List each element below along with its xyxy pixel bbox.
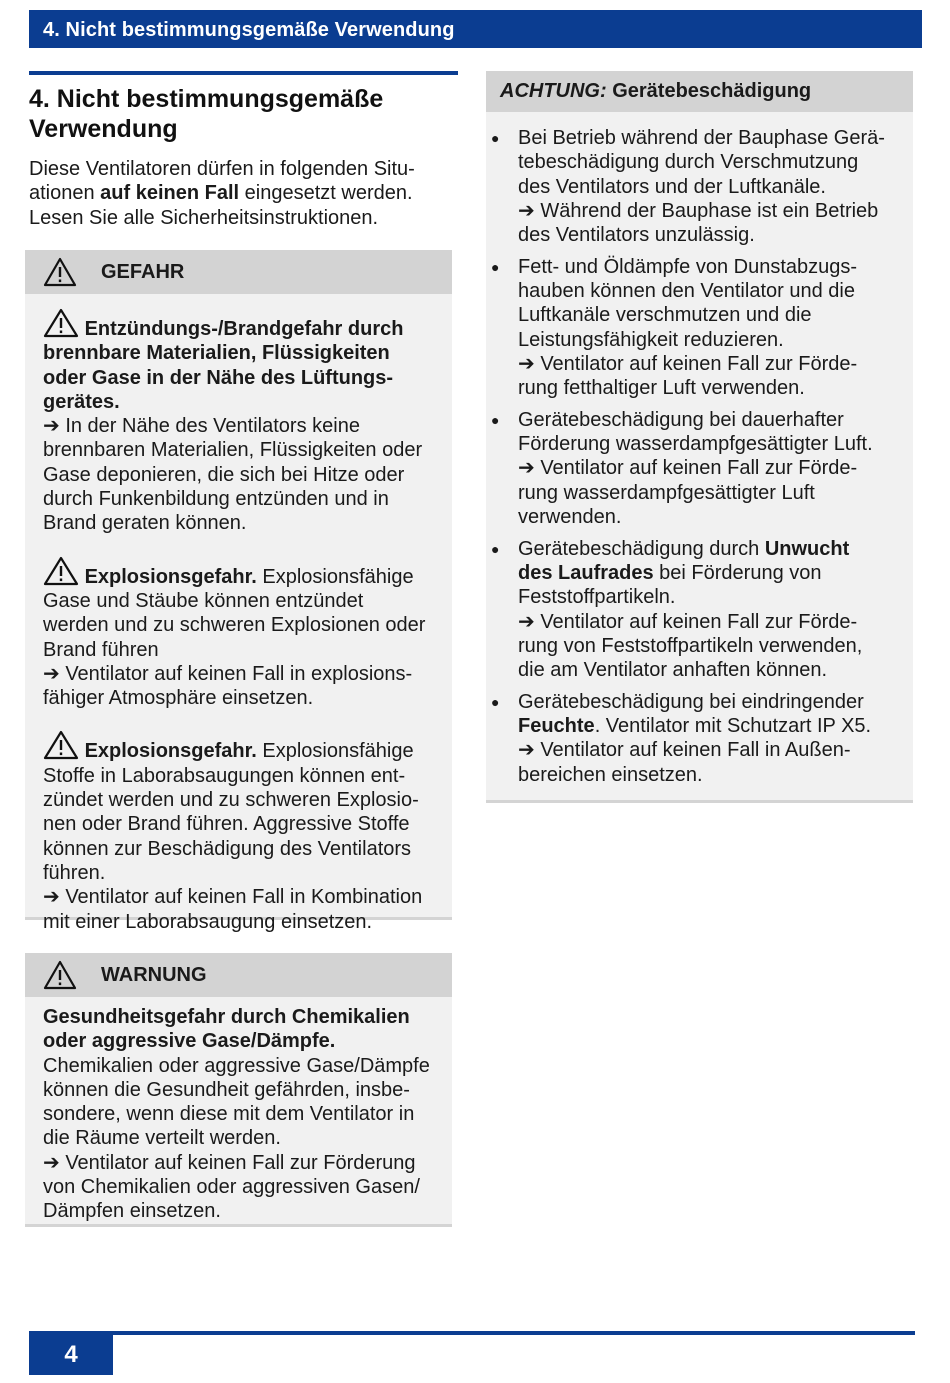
list-item-text: ➔ Ventilator auf keinen Fall zur Förde- bbox=[518, 352, 858, 375]
caution-box-header bbox=[486, 71, 913, 112]
list-item-text: . Ventilator mit Schutzart IP X5. bbox=[594, 715, 872, 738]
list-item-text: verwenden. bbox=[518, 506, 622, 529]
list-item-text: rung wasserdampfgesättigter Luft bbox=[518, 481, 815, 504]
caution-label-prefix: ACHTUNG: bbox=[500, 80, 607, 102]
caution-list bbox=[486, 112, 913, 800]
danger-item-text: Stoffe in Laborabsaugungen können ent- bbox=[43, 764, 406, 787]
warning-title: Gesundheitsgefahr durch Chemikalien bbox=[43, 1006, 410, 1028]
warning-box-body bbox=[25, 997, 452, 1224]
warning-box bbox=[25, 953, 452, 1227]
list-item-text: bereichen einsetzen. bbox=[518, 763, 703, 786]
warning-text: können die Gesundheit gefährden, insbe- bbox=[43, 1078, 410, 1101]
list-item-text: ● Gerätebeschädigung bei dauerhafter bbox=[518, 408, 844, 431]
danger-item-text: werden und zu schweren Explosionen oder bbox=[43, 614, 426, 637]
danger-box-header bbox=[25, 250, 452, 294]
danger-item-text: Explosionsfähige bbox=[256, 565, 414, 588]
warning-triangle-icon bbox=[43, 730, 79, 760]
warning-text: von Chemikalien oder aggressiven Gasen/ bbox=[43, 1176, 420, 1199]
list-item bbox=[518, 537, 905, 683]
intro-line: ationen bbox=[29, 182, 101, 205]
caution-box bbox=[486, 71, 913, 803]
danger-item-title: gerätes. bbox=[43, 390, 120, 413]
danger-item-text: zündet werden und zu schweren Explosio- bbox=[43, 789, 419, 812]
danger-item-text: können zur Beschädigung des Ventilators bbox=[43, 837, 412, 860]
intro-line: Lesen Sie alle Sicherheitsinstruktionen. bbox=[29, 206, 379, 229]
list-item-text: rung fetthaltiger Luft verwenden. bbox=[518, 377, 805, 400]
list-item-text: die am Ventilator anhaften können. bbox=[518, 659, 828, 682]
list-item-text: Gerätebeschädigung durch bbox=[518, 537, 765, 560]
danger-item-title: brennbare Materialien, Flüssigkeiten bbox=[43, 342, 390, 365]
danger-item-text: ➔ Ventilator auf keinen Fall in explosions- bbox=[43, 662, 413, 685]
danger-item-text: Gase und Stäube können entzündet bbox=[43, 589, 364, 612]
danger-item-text: fähiger Atmosphäre einsetzen. bbox=[43, 687, 314, 710]
list-item-text: ➔ Ventilator auf keinen Fall zur Förde- bbox=[518, 457, 858, 480]
danger-box bbox=[25, 250, 452, 933]
danger-item-text: Brand geraten können. bbox=[43, 512, 247, 535]
warning-text: Dämpfen einsetzen. bbox=[43, 1200, 221, 1223]
list-item bbox=[518, 690, 905, 787]
list-item-emphasis: des Laufrades bbox=[518, 561, 654, 584]
danger-item bbox=[43, 308, 452, 536]
list-item-text: ● Gerätebeschädigung bei eindringender bbox=[518, 690, 864, 713]
section-title-line: Verwendung bbox=[29, 115, 178, 143]
warning-triangle-icon bbox=[43, 257, 77, 287]
danger-item-text: mit einer Laborabsaugung einsetzen. bbox=[43, 910, 373, 933]
danger-item-text: brennbaren Materialien, Flüssigkeiten oder bbox=[43, 439, 423, 462]
danger-item-title: Explosionsgefahr. bbox=[84, 565, 257, 588]
warning-triangle-icon bbox=[43, 556, 79, 586]
list-item-text: Luftkanäle verschmutzen und die bbox=[518, 304, 812, 327]
intro-line: eingesetzt werden. bbox=[239, 182, 413, 205]
list-item bbox=[518, 408, 905, 529]
page-header-bar bbox=[29, 10, 922, 48]
list-item-text: ● Bei Betrieb während der Bauphase Gerä- bbox=[518, 127, 885, 149]
warning-text: sondere, wenn diese mit dem Ventilator in bbox=[43, 1103, 415, 1126]
danger-item-title: Entzündungs-/Brandgefahr durch bbox=[84, 318, 404, 340]
warning-title: oder aggressive Gase/Dämpfe. bbox=[43, 1030, 336, 1053]
danger-item-text: ➔ In der Nähe des Ventilators keine bbox=[43, 415, 360, 438]
section-title bbox=[29, 84, 458, 144]
list-item bbox=[518, 126, 905, 247]
danger-item bbox=[43, 556, 452, 711]
page-number: 4 bbox=[29, 1335, 113, 1375]
header-title: 4. Nicht bestimmungsgemäße Verwendung bbox=[43, 19, 455, 41]
list-item bbox=[518, 255, 905, 401]
list-item-text: Förderung wasserdampfgesättigter Luft. bbox=[518, 433, 873, 456]
danger-item-title: oder Gase in der Nähe des Lüftungs- bbox=[43, 366, 394, 389]
danger-item-text: durch Funkenbildung entzünden und in bbox=[43, 488, 389, 511]
list-item-emphasis: Unwucht bbox=[764, 537, 850, 560]
danger-item-text: Brand führen bbox=[43, 638, 159, 661]
warning-label: WARNUNG bbox=[101, 963, 207, 986]
list-item-emphasis: Feuchte bbox=[518, 715, 595, 738]
warning-triangle-icon bbox=[43, 960, 77, 990]
list-item-text: ➔ Während der Bauphase ist ein Betrieb bbox=[518, 199, 879, 222]
caution-label bbox=[500, 80, 811, 103]
list-item-text: des Ventilators unzulässig. bbox=[518, 224, 755, 247]
intro-text bbox=[29, 157, 449, 230]
list-item-text: ● Fett- und Öldämpfe von Dunstabzugs- bbox=[518, 255, 858, 278]
section-title-line: 4. Nicht bestimmungsgemäße bbox=[29, 85, 384, 113]
warning-text: Chemikalien oder aggressive Gase/Dämpfe bbox=[43, 1054, 430, 1077]
danger-item-text: nen oder Brand führen. Aggressive Stoffe bbox=[43, 813, 410, 836]
section-rule bbox=[29, 71, 458, 75]
list-item-text: Feststoffpartikeln. bbox=[518, 586, 676, 609]
list-item-text: des Ventilators und der Luftkanäle. bbox=[518, 175, 826, 198]
danger-item-text: Gase deponieren, die sich bei Hitze oder bbox=[43, 463, 405, 486]
list-item-text: ➔ Ventilator auf keinen Fall zur Förde- bbox=[518, 610, 858, 633]
danger-item bbox=[43, 730, 452, 933]
intro-line: Diese Ventilatoren dürfen in folgenden Situ- bbox=[29, 158, 415, 180]
warning-triangle-icon bbox=[43, 308, 79, 338]
list-item-text: Leistungsfähigkeit reduzieren. bbox=[518, 328, 784, 351]
intro-emphasis: auf keinen Fall bbox=[100, 182, 240, 205]
danger-item-title: Explosionsgefahr. bbox=[84, 740, 257, 763]
danger-label: GEFAHR bbox=[101, 260, 185, 283]
list-item-text: hauben können den Ventilator und die bbox=[518, 280, 855, 303]
footer-rule bbox=[29, 1331, 915, 1335]
left-column bbox=[29, 71, 458, 230]
danger-box-body bbox=[25, 294, 452, 934]
danger-item-text: Explosionsfähige bbox=[256, 740, 414, 763]
danger-item-text: ➔ Ventilator auf keinen Fall in Kombination bbox=[43, 886, 423, 909]
list-item-text: tebeschädigung durch Verschmutzung bbox=[518, 151, 859, 174]
list-item-text: rung von Feststoffpartikeln verwenden, bbox=[518, 634, 863, 657]
warning-text: ➔ Ventilator auf keinen Fall zur Förderung bbox=[43, 1151, 416, 1174]
warning-text: die Räume verteilt werden. bbox=[43, 1127, 281, 1150]
caution-label-text: Gerätebeschädigung bbox=[606, 80, 812, 102]
danger-item-text: führen. bbox=[43, 861, 106, 884]
list-item-text: bei Förderung von bbox=[653, 561, 822, 584]
list-item-text: ➔ Ventilator auf keinen Fall in Außen- bbox=[518, 739, 851, 762]
warning-box-header bbox=[25, 953, 452, 997]
